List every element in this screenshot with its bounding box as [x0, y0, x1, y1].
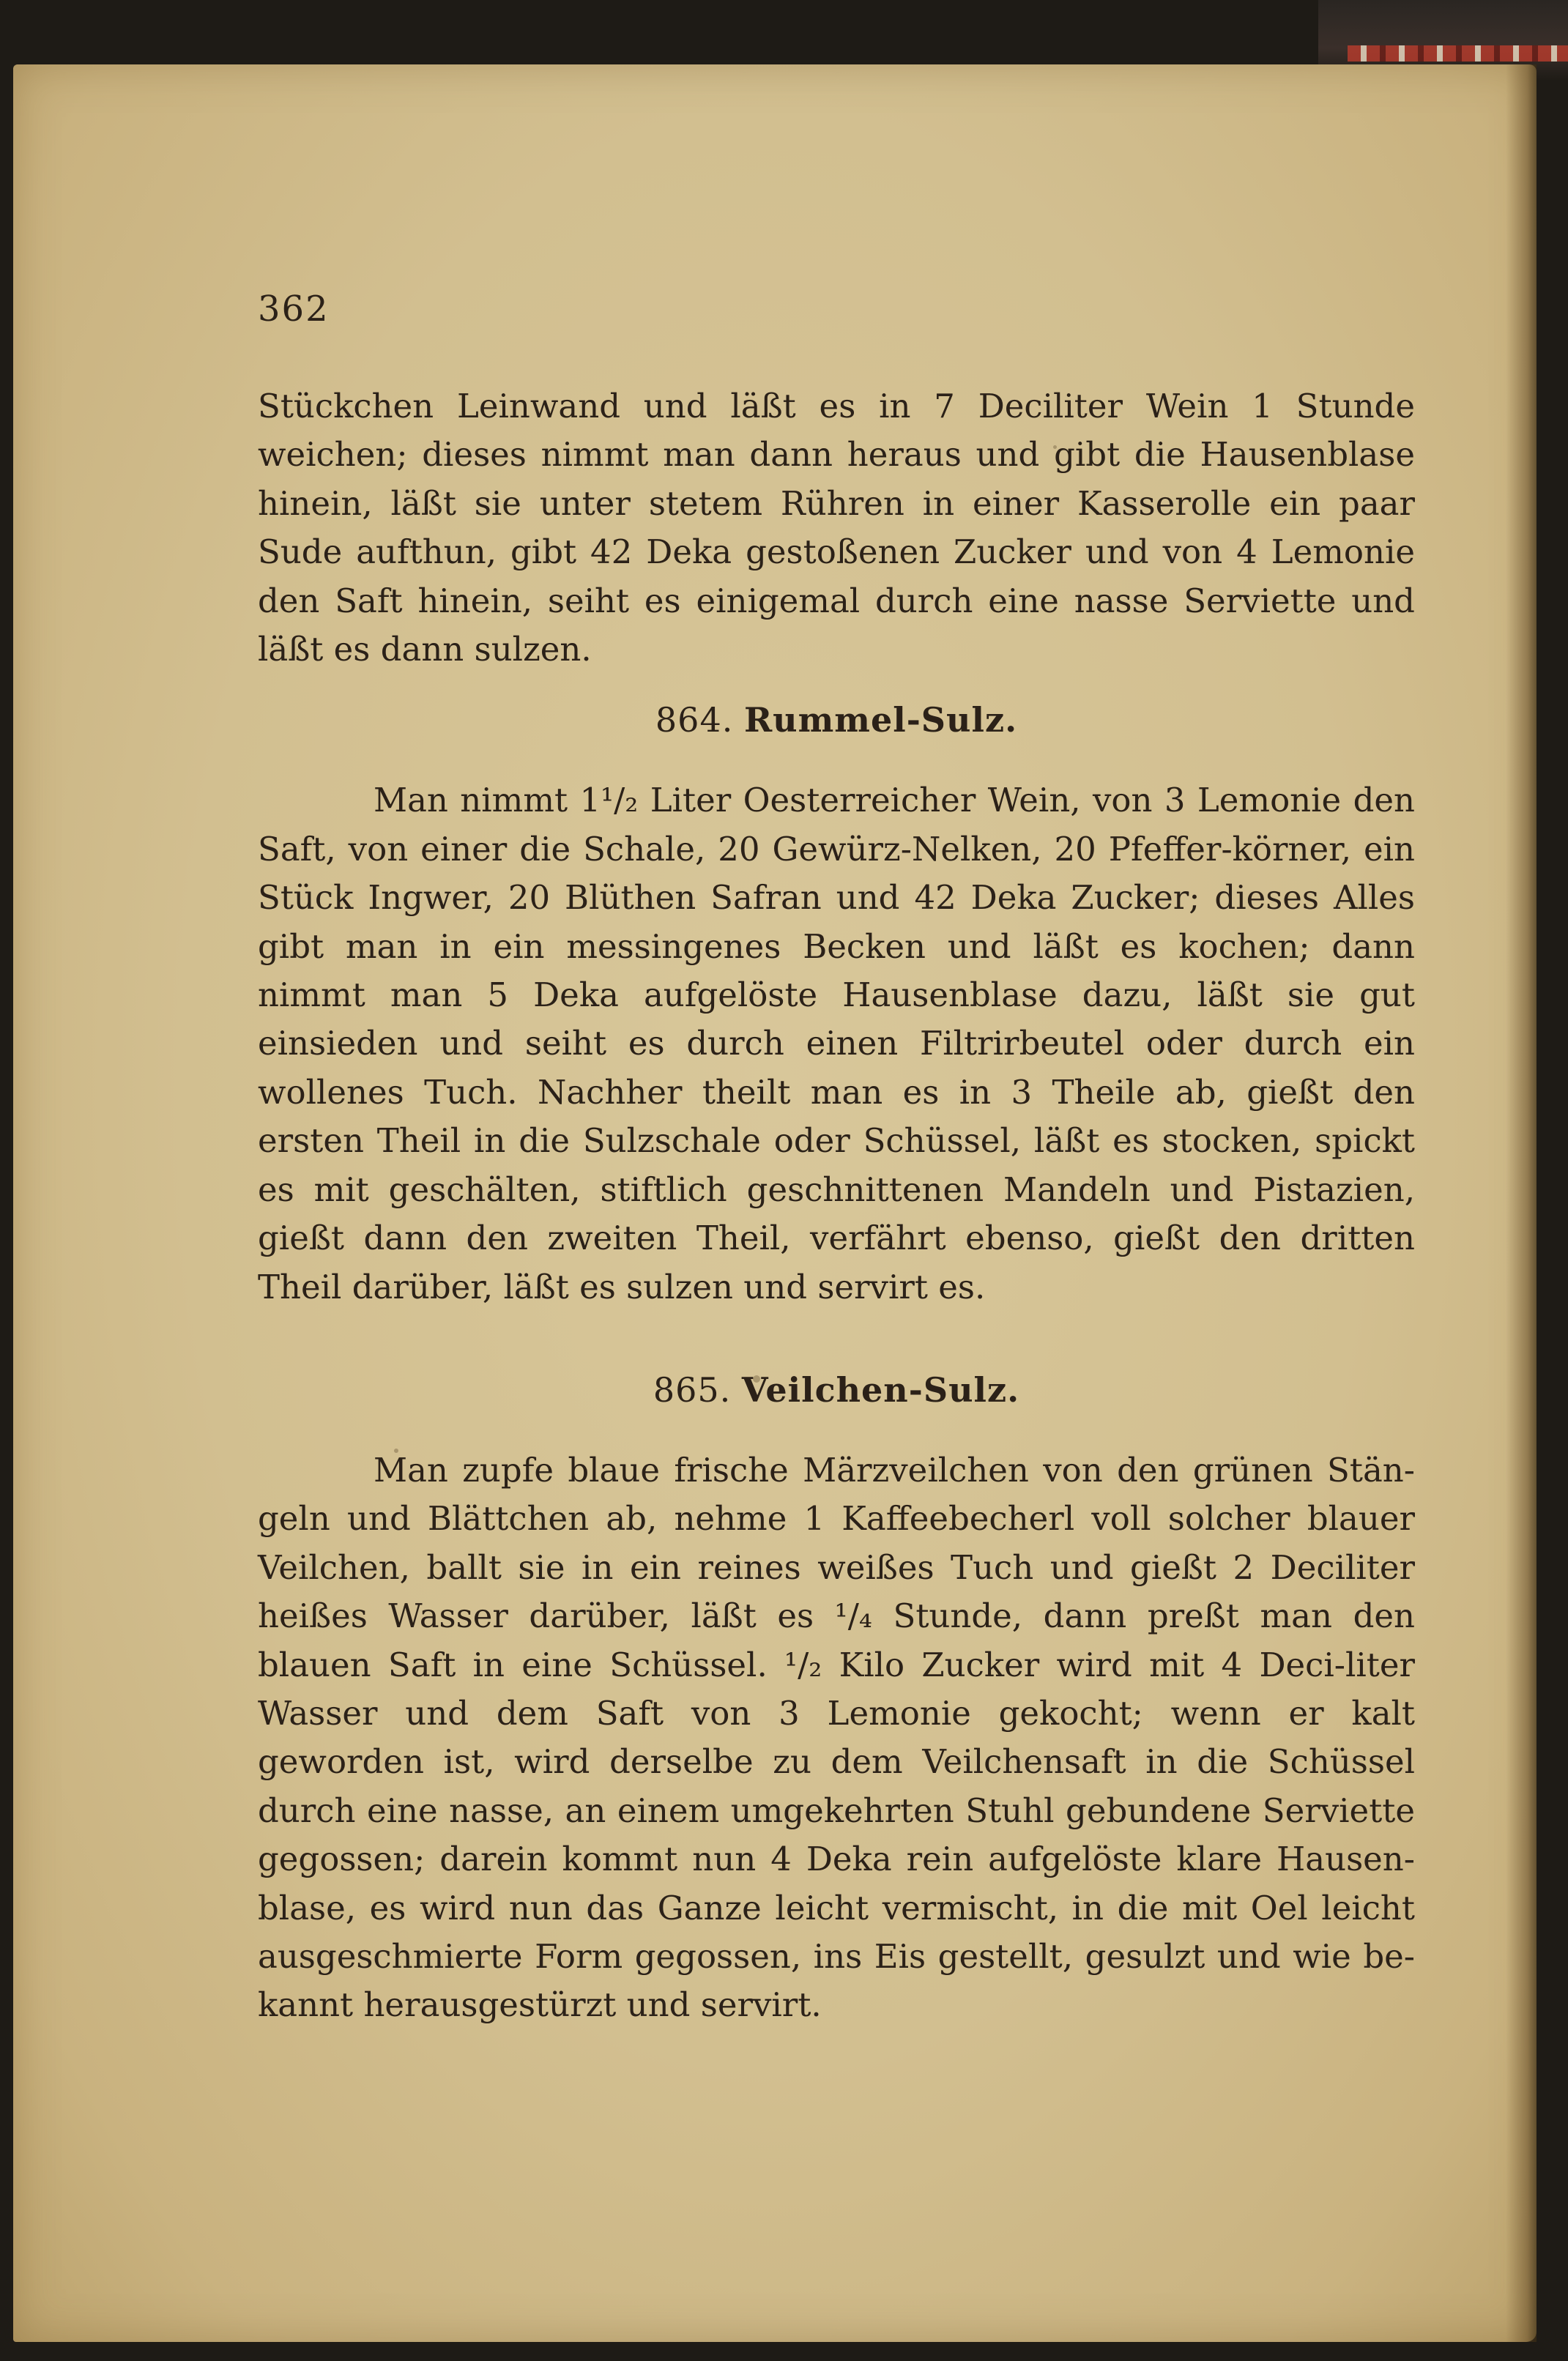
recipe-heading-864 [258, 694, 1415, 746]
continuation-paragraph: Stückchen Leinwand und läßt es in 7 Deciliter Wein 1 Stunde weichen; dieses nimmt man dann heraus und gibt die Hausenblase hinein, läßt sie unter stetem Rühren in einer Kasserolle ein paar Sude aufthun, gibt 42 Deka gestoßenen Zucker und von 4 Lemonie den Saft hinein, seiht es einigemal durch eine nasse Serviette und läßt es dann sulzen. [258, 387, 1415, 669]
page-text-block [258, 287, 1415, 2030]
recipe-paragraph-865: Man zupfe blaue frische Märzveilchen von den grünen Stän-geln und Blättchen ab, nehme 1 Kaffeebecherl voll solcher blauer Veilchen, ballt sie in ein reines weißes Tuch und gießt 2 Deciliter heißes Wasser darüber, läßt es ¹/₄ Stunde, dann preßt man den blauen Saft in eine Schüssel. ¹/₂ Kilo Zucker wird mit 4 Deci-liter Wasser und dem Saft von 3 Lemonie gekocht; wenn er kalt geworden ist, wird derselbe zu dem Veilchensaft in die Schüssel durch eine nasse, an einem umgekehrten Stuhl gebundene Serviette gegossen; darein kommt nun 4 Deka rein aufgelöste klare Hausen-blase, es wird nun das Ganze leicht vermischt, in die mit Oel leicht ausgeschmierte Form gegossen, ins Eis gestellt, gesulzt und wie be-kannt herausgestürzt und servirt. [258, 1450, 1415, 2025]
recipe-paragraph-864: Man nimmt 1¹/₂ Liter Oesterreicher Wein, von 3 Lemonie den Saft, von einer die Schale, 20 Gewürz-Nelken, 20 Pfeffer-körner, ein Stück Ingwer, 20 Blüthen Safran und 42 Deka Zucker; dieses Alles gibt man in ein messingenes Becken und läßt es kochen; dann nimmt man 5 Deka aufgelöste Hausenblase dazu, läßt sie gut einsieden und seiht es durch einen Filtrirbeutel oder durch ein wollenes Tuch. Nachher theilt man es in 3 Theile ab, gießt den ersten Theil in die Sulzschale oder Schüssel, läßt es stocken, spickt es mit geschälten, stiftlich geschnittenen Mandeln und Pistazien, gießt dann den zweiten Theil, verfährt ebenso, gießt den dritten Theil darüber, läßt es sulzen und servirt es. [258, 781, 1415, 1306]
page-gutter-shadow [1506, 64, 1537, 2342]
recipe-number: 865. [653, 1369, 732, 1410]
page-number: 362 [258, 289, 330, 330]
recipe-title: Rummel-Sulz. [743, 700, 1018, 740]
recipe-number: 864. [655, 700, 734, 740]
section-spacer [258, 1312, 1415, 1344]
recipe-heading-865 [258, 1364, 1415, 1416]
recipe-title: Veilchen-Sulz. [741, 1369, 1020, 1410]
